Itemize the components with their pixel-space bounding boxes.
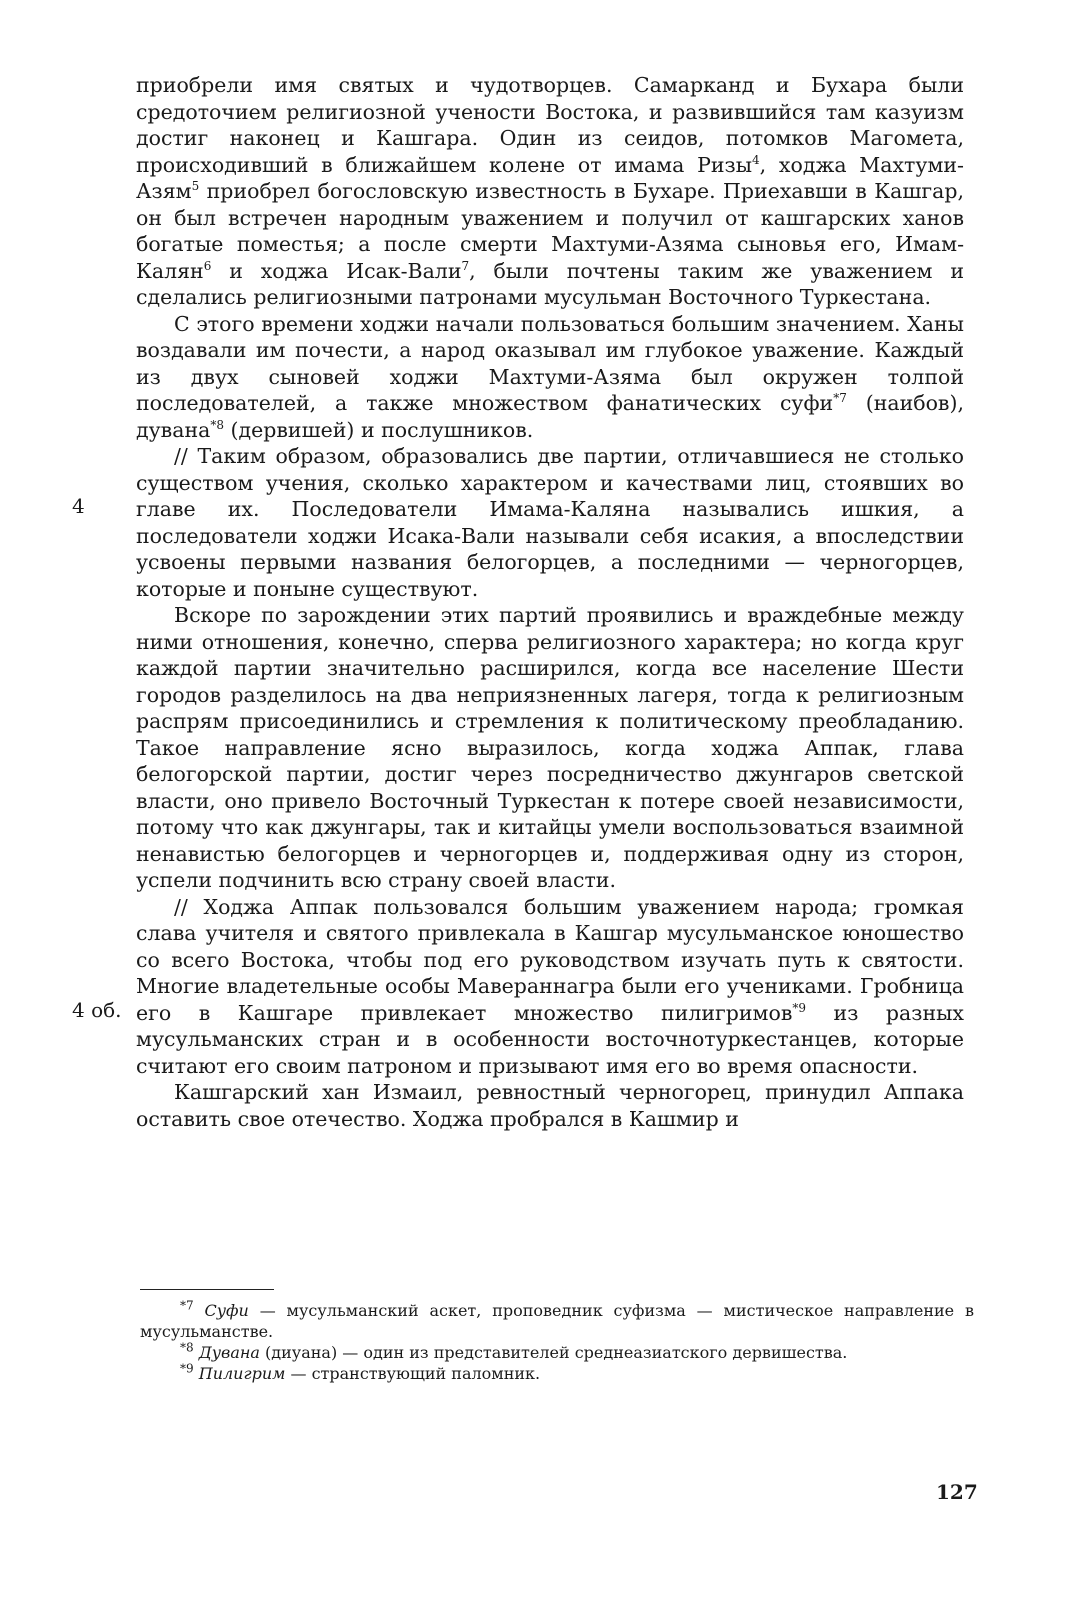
margin-folio-mark: 4	[72, 494, 85, 518]
footnote: $^{*7}$ Суфи — мусульманский аскет, проповедник суфизма — мистическое направление в мусульманстве.	[140, 1298, 975, 1341]
paragraph-2: С этого времени ходжи начали пользоваться большим значением. Ханы воздавали им почести, а народ оказывал им глубокое уважение. Каждый из двух сыновей ходжи Махтуми-Азяма был окружен толпой последователей, а также множеством фанатических суфи$^{*7}$ (наибов), дувана$^{*8}$ (дервишей) и послушников.	[136, 311, 964, 442]
paragraph-5: // Ходжа Аппак пользовался большим уважением народа; громкая слава учителя и святого привлекала в Кашгар мусульманское юношество со всего Востока, чтобы под его руководством изучать путь к святости. Многие владетельные особы Мавераннагра были его учениками. Гробница его в Кашгаре привлекает множество пилигримов$^{*9}$ из разных мусульманских стран и в особенности восточнотуркестанцев, которые считают его своим патроном и призывают имя его во время опасности.	[136, 894, 964, 1078]
paragraph-4: Вскоре по зарождении этих партий проявились и враждебные между ними отношения, конечно, сперва религиозного характера; но когда круг каждой партии значительно расширился, когда все население Шести городов разделилось на два неприязненных лагеря, тогда к религиозным распрям присоединились и стремления к политическому преобладанию. Такое направление ясно выразилось, когда ходжа Аппак, глава белогорской партии, достиг через посредничество джунгаров светской власти, оно привело Восточный Туркестан к потере своей независимости, потому что как джунгары, так и китайцы умели воспользоваться взаимной ненавистью белогорцев и черногорцев и, поддерживая одну из сторон, успели подчинить всю страну своей власти.	[136, 603, 964, 892]
footnote: $^{*9}$ Пилигрим — странствующий паломник.	[180, 1361, 541, 1383]
margin-folio-mark-verso: 4 об.	[72, 998, 122, 1022]
paragraph-1: приобрели имя святых и чудотворцев. Самарканд и Бухара были средоточием религиозной учености Востока, и развившийся там казуизм достиг наконец и Кашгара. Один из сеидов, потомков Магомета, происходивший в ближайшем колене от имама Ризы$^4$, ходжа Махтуми-Азям$^5$ приобрел богословскую известность в Бухаре. Приехавши в Кашгар, он был встречен народным уважением и получил от кашгарских ханов богатые поместья; а после смерти Махтуми-Азяма сыновья его, Имам-Калян$^6$ и ходжа Исак-Вали$^7$, были почтены таким же уважением и сделались религиозными патронами мусульман Восточного Туркестана.	[136, 73, 964, 309]
paragraph-6: Кашгарский хан Измаил, ревностный черногорец, принудил Аппака оставить свое отечество. Ходжа пробрался в Кашмир и	[136, 1080, 964, 1131]
page-number: 127	[936, 1480, 978, 1504]
main-text	[136, 72, 964, 1132]
footnotes	[140, 1300, 974, 1384]
paragraph-3: // Таким образом, образовались две партии, отличавшиеся не столько существом учения, сколько характером и качествами лиц, стоявших во главе их. Последователи Имама-Каляна назывались ишкия, а последователи ходжи Исака-Вали называли себя исакия, а впоследствии усвоены первыми названия белогорцев, а последними — черногорцев, которые и поныне существуют.	[136, 444, 964, 601]
footnote: $^{*8}$ Дувана (диуана) — один из представителей среднеазиатского дервишества.	[180, 1340, 848, 1362]
footnote-divider	[140, 1289, 274, 1290]
